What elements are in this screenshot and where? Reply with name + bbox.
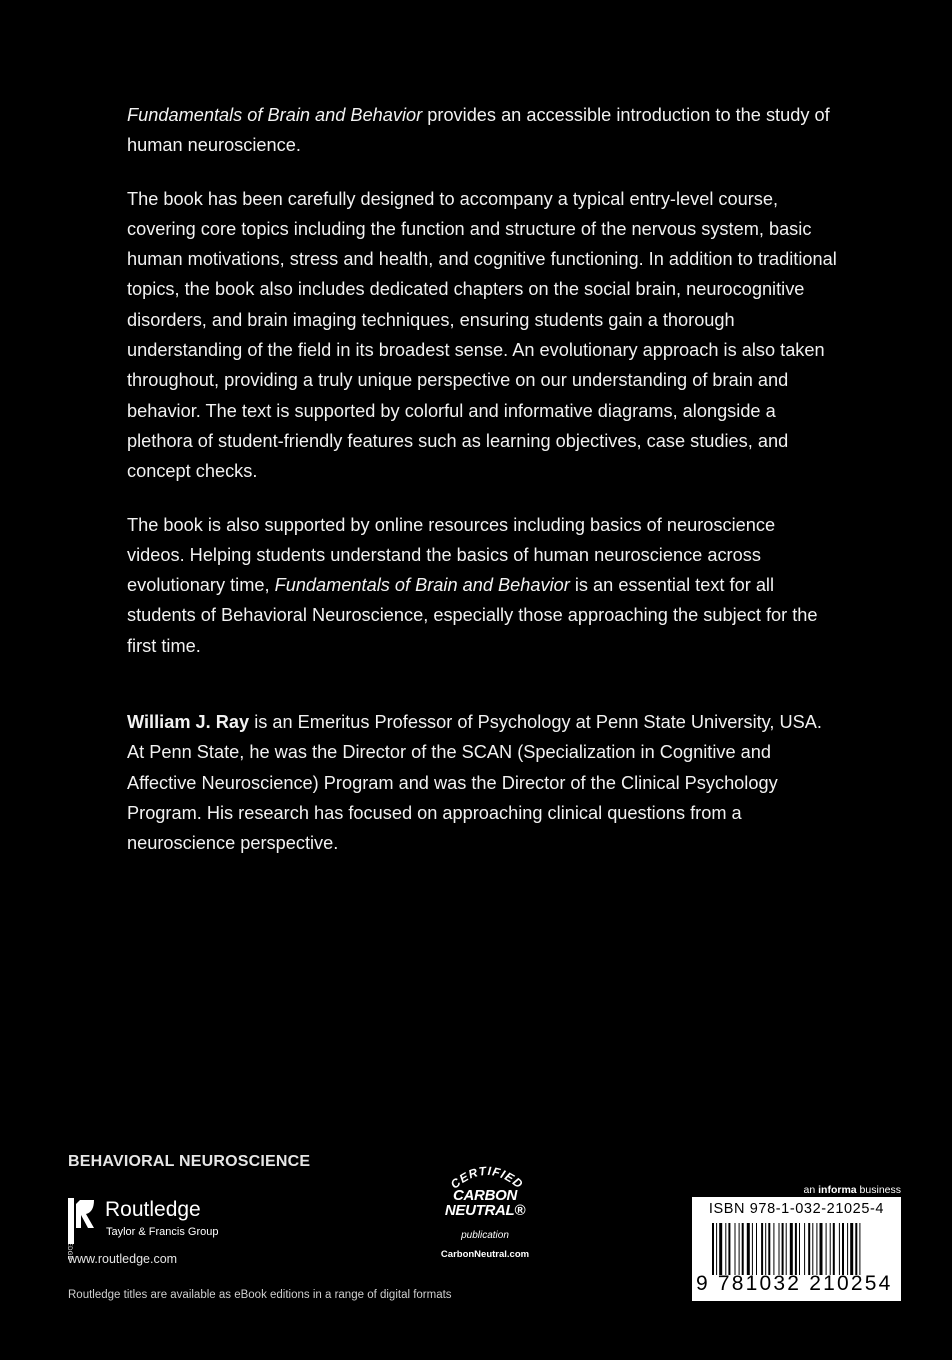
isbn-barcode — [692, 1197, 901, 1301]
informa-suffix: business — [856, 1184, 901, 1196]
blurb-paragraph-description: The book has been carefully designed to accompany a typical entry-level course, covering core topics including the function and structure of the nervous system, basic human motivations, stress and health, and cognitive functioning. In addition to traditional topics, the book also includes dedicated chapters on the social brain, neurocognitive disorders, and brain imaging techniques, ensuring students gain a thorough understanding of the field in its broadest sense. An evolutionary approach is also taken throughout, providing a truly unique perspective on our understanding of brain and behavior. The text is supported by colorful and informative diagrams, alongside a plethora of student-friendly features such as learning objectives, case studies, and concept checks. — [127, 188, 837, 482]
carbon-neutral-seal-icon — [430, 1160, 540, 1270]
carbon-neutral-title — [430, 1188, 540, 1218]
carbon-website: CarbonNeutral.com — [440, 1249, 530, 1260]
informa-brand: informa — [818, 1184, 857, 1196]
blurb-text: is an essential text for all students of Behavioral Neuroscience, especially those approaching the subject for the first time. — [127, 575, 818, 656]
book-title-italic: Fundamentals of Brain and Behavior — [274, 575, 570, 596]
carbon-publication: publication — [461, 1230, 509, 1241]
publisher-website: www.routledge.com — [68, 1252, 178, 1266]
informa-business-label — [804, 1184, 901, 1196]
blurb-paragraph-resources — [127, 510, 837, 661]
book-title-italic: Fundamentals of Brain and Behavior — [127, 105, 423, 125]
informa-prefix: an — [803, 1184, 819, 1196]
author-name: William J. Ray — [127, 712, 250, 733]
publisher-vertical-text: ROUTLEDGE — [66, 1220, 72, 1261]
author-bio — [127, 707, 837, 858]
barcode-digits: 9 781032 210254 — [696, 1272, 893, 1295]
publisher-name: Routledge — [105, 1198, 201, 1221]
series-label: BEHAVIORAL NEUROSCIENCE — [68, 1153, 311, 1170]
blurb-paragraph-intro — [127, 100, 837, 161]
routledge-mark-icon — [68, 1198, 96, 1244]
carbon-line-2: NEUTRAL® — [444, 1202, 526, 1219]
author-bio-text: is an Emeritus Professor of Psychology at Penn State University, USA. At Penn State, he was the Director of the SCAN (Specialization in Cognitive and Affective Neuroscience) Program and was the Director of the Clinical Psychology Program. His research has focused on approaching clinical questions from a neuroscience perspective. — [127, 712, 822, 854]
back-cover-blurb — [127, 100, 837, 882]
certified-text: CERTIFIED — [447, 1163, 527, 1192]
blurb-text: The book is also supported by online resources including basics of neuroscience videos. Helping students understand the basics of human neuroscience across evolutionary time, — [127, 514, 776, 596]
barcode-icon — [712, 1223, 894, 1275]
publisher-group: Taylor & Francis Group — [106, 1226, 219, 1238]
carbon-line-1: CARBON — [452, 1187, 518, 1204]
blurb-text: provides an accessible introduction to the study of human neuroscience. — [127, 105, 830, 156]
isbn-text: ISBN 978-1-032-21025-4 — [708, 1201, 885, 1217]
ebook-note: Routledge titles are available as eBook editions in a range of digital formats — [68, 1289, 452, 1301]
